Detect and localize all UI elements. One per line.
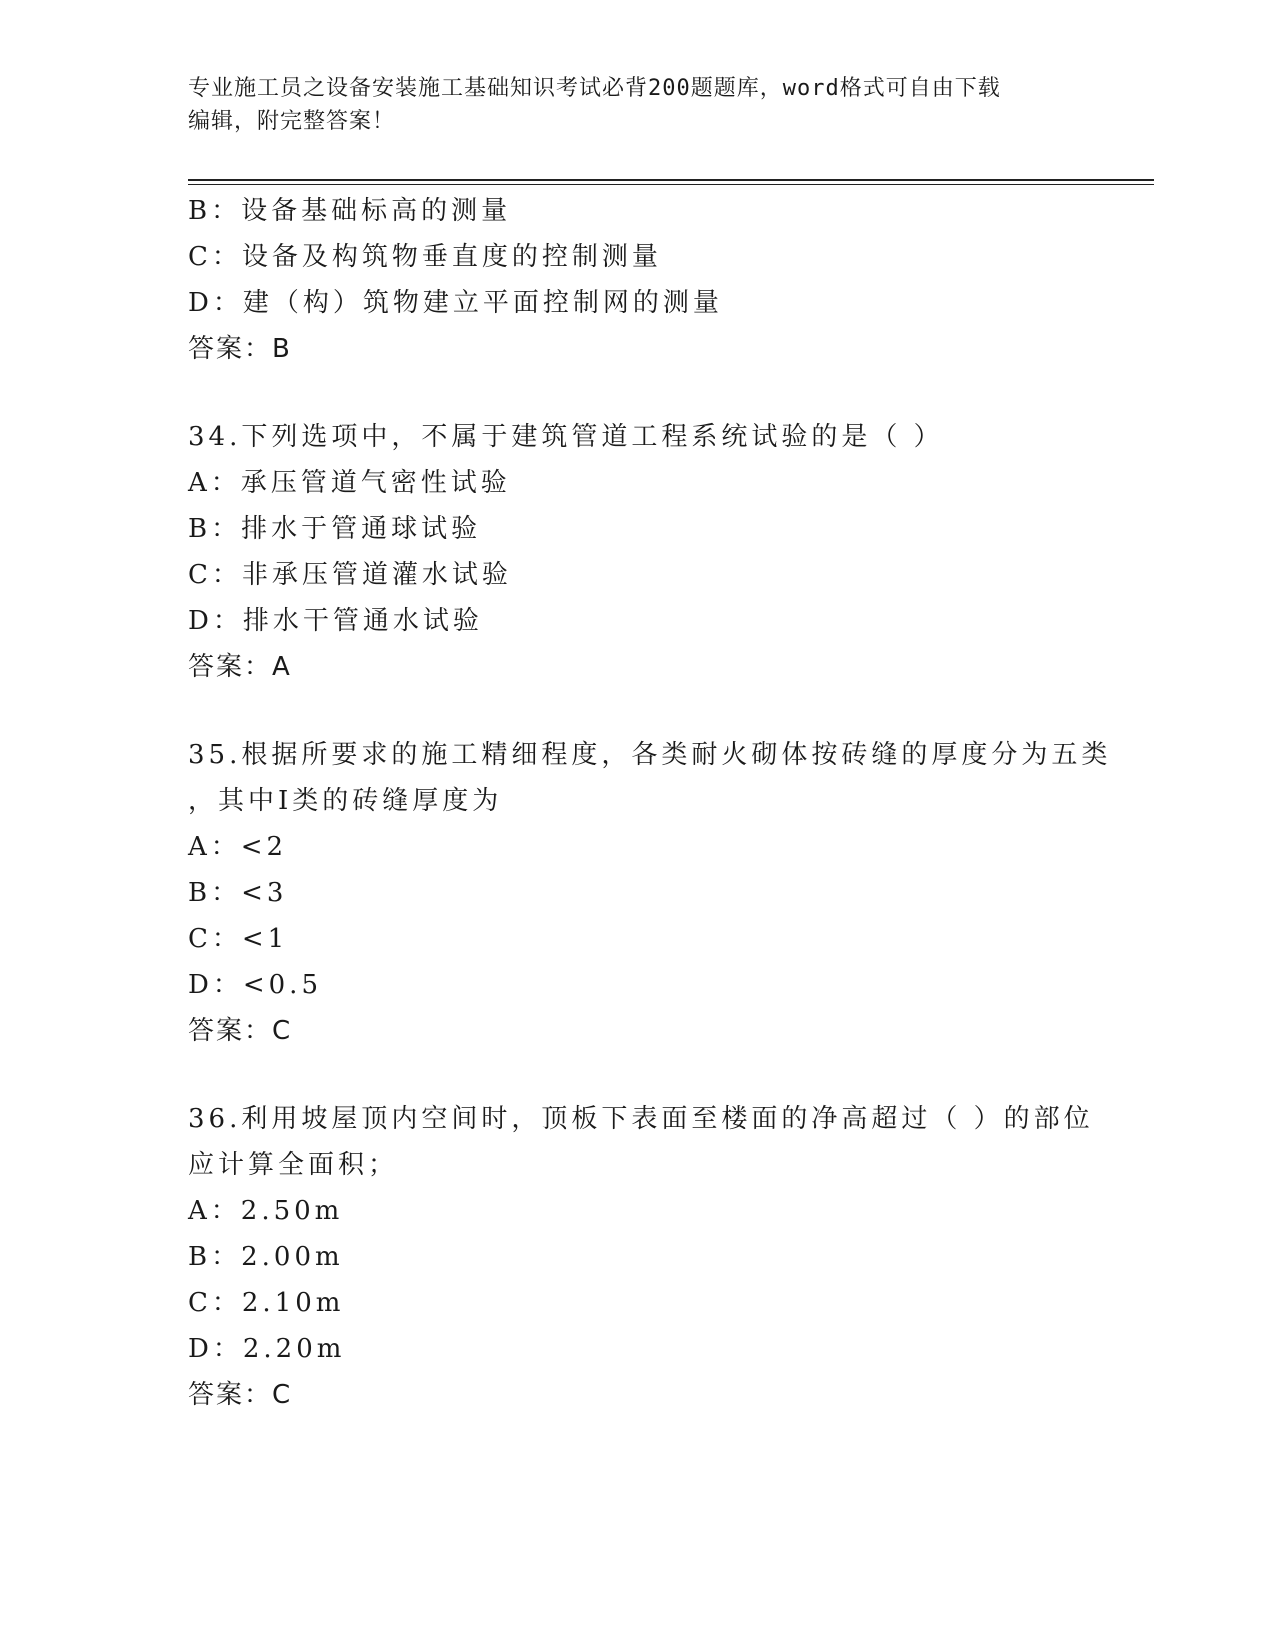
option-c: C：2.10m [188,1288,345,1318]
header-divider-thick [188,179,1154,181]
header-divider-thin [188,184,1154,185]
header-line-2: 编辑，附完整答案！ [188,109,396,134]
option-c: C：设备及构筑物垂直度的控制测量 [188,242,662,272]
answer-label: 答案：C [188,1380,293,1410]
option-a: A：承压管道气密性试验 [188,468,511,498]
option-d: D：建（构）筑物建立平面控制网的测量 [188,288,723,318]
option-d: D：2.20m [188,1334,346,1364]
option-a: A：2.50m [188,1196,344,1226]
question-list [188,188,1112,1418]
answer-label: 答案：B [188,334,292,364]
answer-label: 答案：C [188,1016,293,1046]
question-block-34 [188,414,1088,690]
option-b: B：排水于管通球试验 [188,514,482,544]
question-spacer [188,1054,1088,1096]
question-spacer [188,372,1088,414]
question-stem: 35.根据所要求的施工精细程度，各类耐火砌体按砖缝的厚度分为五类 [188,740,1112,770]
option-d: D：排水干管通水试验 [188,606,483,636]
question-stem: 34.下列选项中，不属于建筑管道工程系统试验的是（ ） [188,422,944,452]
option-c: C：非承压管道灌水试验 [188,560,512,590]
answer-label: 答案：A [188,652,292,682]
option-d: D：<0.5 [188,970,322,1000]
option-a: A：<2 [188,832,288,862]
option-b: B：设备基础标高的测量 [188,196,512,226]
document-header [188,72,1088,138]
question-block-35 [188,732,1112,1054]
question-stem-continued: 应计算全面积； [188,1150,399,1180]
question-spacer [188,690,1088,732]
option-b: B：<3 [188,878,288,908]
question-block-33 [188,188,1088,372]
option-b: B：2.00m [188,1242,344,1272]
question-stem-continued: ，其中Ⅰ类的砖缝厚度为 [188,786,503,816]
question-block-36 [188,1096,1094,1418]
question-stem: 36.利用坡屋顶内空间时，顶板下表面至楼面的净高超过（ ）的部位 [188,1104,1094,1134]
header-line-1: 专业施工员之设备安装施工基础知识考试必背200题题库，word格式可自由下载 [188,76,1001,101]
option-c: C：<1 [188,924,289,954]
